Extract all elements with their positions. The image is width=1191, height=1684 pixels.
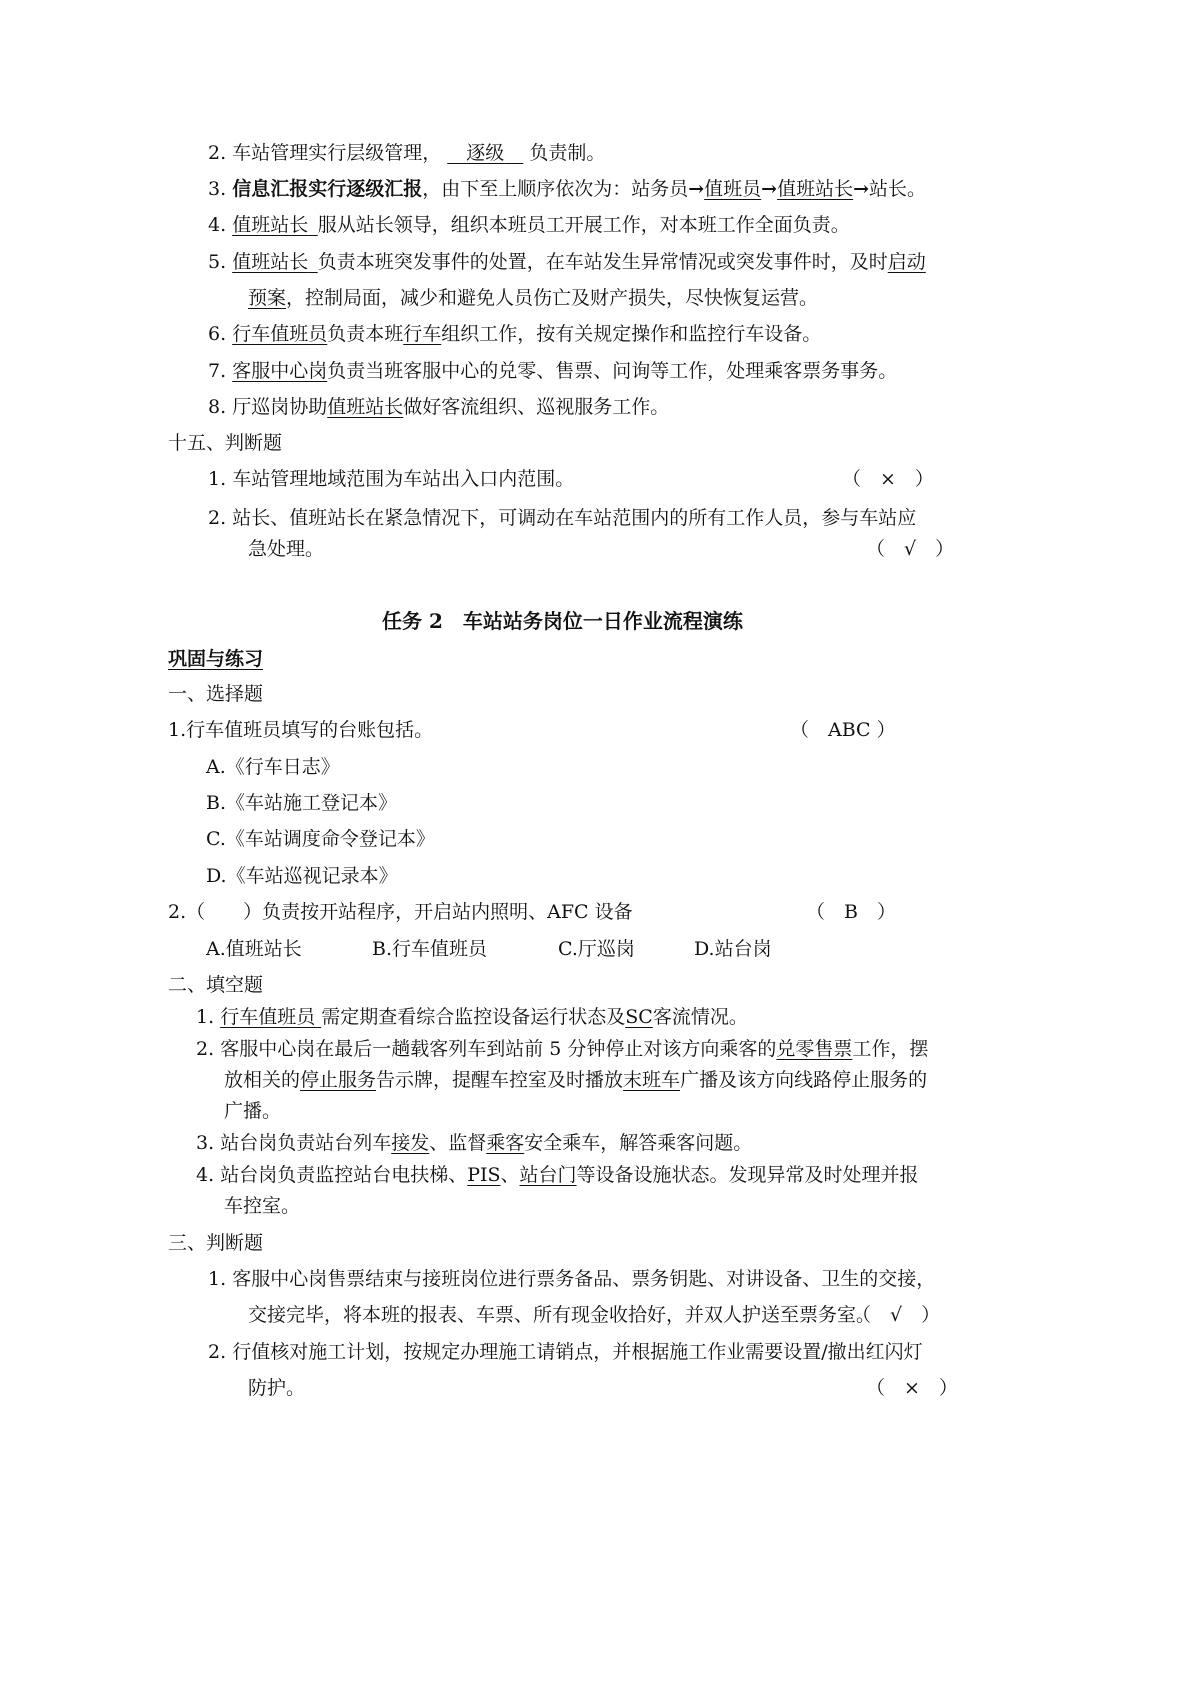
judge-item-2-cont: 防护。 <box>248 1377 306 1399</box>
fill-item-3: 3. 站台岗负责站台列车接发、监督乘客安全乘车，解答乘客问题。 <box>196 1132 753 1154</box>
choice-option: B.《车站施工登记本》 <box>206 792 398 814</box>
fill-answer: SC <box>625 1006 653 1028</box>
fill-item-1: 1. 行车值班员 需定期查看综合监控设备运行状态及SC客流情况。 <box>196 1006 748 1028</box>
fill-item-8: 8. 厅巡岗协助值班站长做好客流组织、巡视服务工作。 <box>208 396 670 418</box>
judge-item-1: 1. 车站管理地域范围为车站出入口内范围。 <box>208 468 575 490</box>
judge-item-1-cont: 交接完毕，将本班的报表、车票、所有现金收拾好，并双人护送至票务室。 <box>248 1304 876 1326</box>
task-title: 任务 2 车站站务岗位一日作业流程演练 <box>382 609 743 633</box>
fill-answer: 兑零售票 <box>776 1038 853 1060</box>
fill-answer: 停止服务 <box>300 1069 377 1091</box>
section-heading: 十五、判断题 <box>168 432 283 454</box>
judge-answer: （ × ） <box>866 1377 958 1399</box>
fill-answer: 乘客 <box>486 1132 525 1154</box>
fill-item-2-cont: 广播。 <box>224 1100 282 1122</box>
section-heading: 三、判断题 <box>168 1232 264 1254</box>
fill-answer: 行车值班员 <box>220 1006 322 1028</box>
choice-option: C.《车站调度命令登记本》 <box>206 828 435 850</box>
fill-answer: PIS <box>467 1164 501 1186</box>
choice-question-1: 1.行车值班员填写的台账包括。 <box>168 719 434 741</box>
fill-answer: 逐级 <box>466 142 505 164</box>
fill-answer: 接发 <box>391 1132 430 1154</box>
section-heading: 一、选择题 <box>168 683 264 705</box>
fill-answer: 值班站长 <box>232 214 309 236</box>
fill-answer: 启动 <box>887 251 926 273</box>
choice-question-2: 2.（ ）负责按开站程序，开启站内照明、AFC 设备 <box>168 901 633 923</box>
fill-item-4-cont: 车控室。 <box>224 1195 301 1217</box>
judge-item-1: 1. 客服中心岗售票结束与接班岗位进行票务备品、票务钥匙、对讲设备、卫生的交接， <box>208 1268 936 1290</box>
fill-item-2: 2. 客服中心岗在最后一趟载客列车到站前 5 分钟停止对该方向乘客的兑零售票工作，摆 <box>196 1038 929 1060</box>
fill-answer: 客服中心岗 <box>232 360 328 382</box>
judge-answer: （ √ ） <box>852 1304 941 1326</box>
fill-answer: 值班站长 <box>777 178 854 200</box>
fill-item-2-cont: 放相关的停止服务告示牌，提醒车控室及时播放末班车广播及该方向线路停止服务的 <box>224 1069 928 1091</box>
fill-item-5-cont: 预案，控制局面，减少和避免人员伤亡及财产损失，尽快恢复运营。 <box>248 287 819 309</box>
section-heading: 二、填空题 <box>168 974 264 996</box>
fill-answer: 值班员 <box>704 178 762 200</box>
fill-answer: 行车 <box>403 323 442 345</box>
judge-item-2: 2. 行值核对施工计划，按规定办理施工请销点，并根据施工作业需要设置/撤出红闪灯 <box>208 1341 923 1363</box>
section-subtitle: 巩固与练习 <box>168 648 264 670</box>
fill-item-3: 3. 信息汇报实行逐级汇报，由下至上顺序依次为：站务员→值班员→值班站长→站长。 <box>208 178 927 200</box>
judge-item-2: 2. 站长、值班站长在紧急情况下，可调动在车站范围内的所有工作人员，参与车站应 <box>208 507 917 529</box>
fill-item-2: 2. 车站管理实行层级管理， 逐级 负责制。 <box>208 142 606 164</box>
fill-answer: 值班站长 <box>232 251 309 273</box>
judge-item-2-cont: 急处理。 <box>248 538 325 560</box>
fill-item-5: 5. 值班站长 负责本班突发事件的处置，在车站发生异常情况或突发事件时，及时启动 <box>208 251 926 273</box>
choice-option: D.站台岗 <box>694 938 772 960</box>
fill-item-6: 6. 行车值班员负责本班行车组织工作，按有关规定操作和监控行车设备。 <box>208 323 822 345</box>
fill-answer: 末班车 <box>623 1069 681 1091</box>
choice-answer: （ B ） <box>806 901 896 923</box>
fill-item-7: 7. 客服中心岗负责当班客服中心的兑零、售票、问询等工作，处理乘客票务事务。 <box>208 360 898 382</box>
fill-answer: 值班站长 <box>327 396 404 418</box>
fill-answer: 站台门 <box>519 1164 577 1186</box>
choice-option: A.《行车日志》 <box>206 756 340 778</box>
fill-item-4: 4. 站台岗负责监控站台电扶梯、PIS、站台门等设备设施状态。发现异常及时处理并报 <box>196 1164 919 1186</box>
choice-option: A.值班站长 <box>206 938 302 960</box>
choice-option: B.行车值班员 <box>372 938 488 960</box>
judge-answer: （ × ） <box>842 468 934 490</box>
fill-answer: 预案 <box>248 287 287 309</box>
choice-option: D.《车站巡视记录本》 <box>206 865 398 887</box>
fill-answer: 行车值班员 <box>232 323 328 345</box>
choice-option: C.厅巡岗 <box>558 938 635 960</box>
choice-answer: （ ABC ） <box>790 719 896 741</box>
fill-item-4: 4. 值班站长 服从站长领导，组织本班员工开展工作，对本班工作全面负责。 <box>208 214 850 236</box>
judge-answer: （ √ ） <box>866 538 955 560</box>
